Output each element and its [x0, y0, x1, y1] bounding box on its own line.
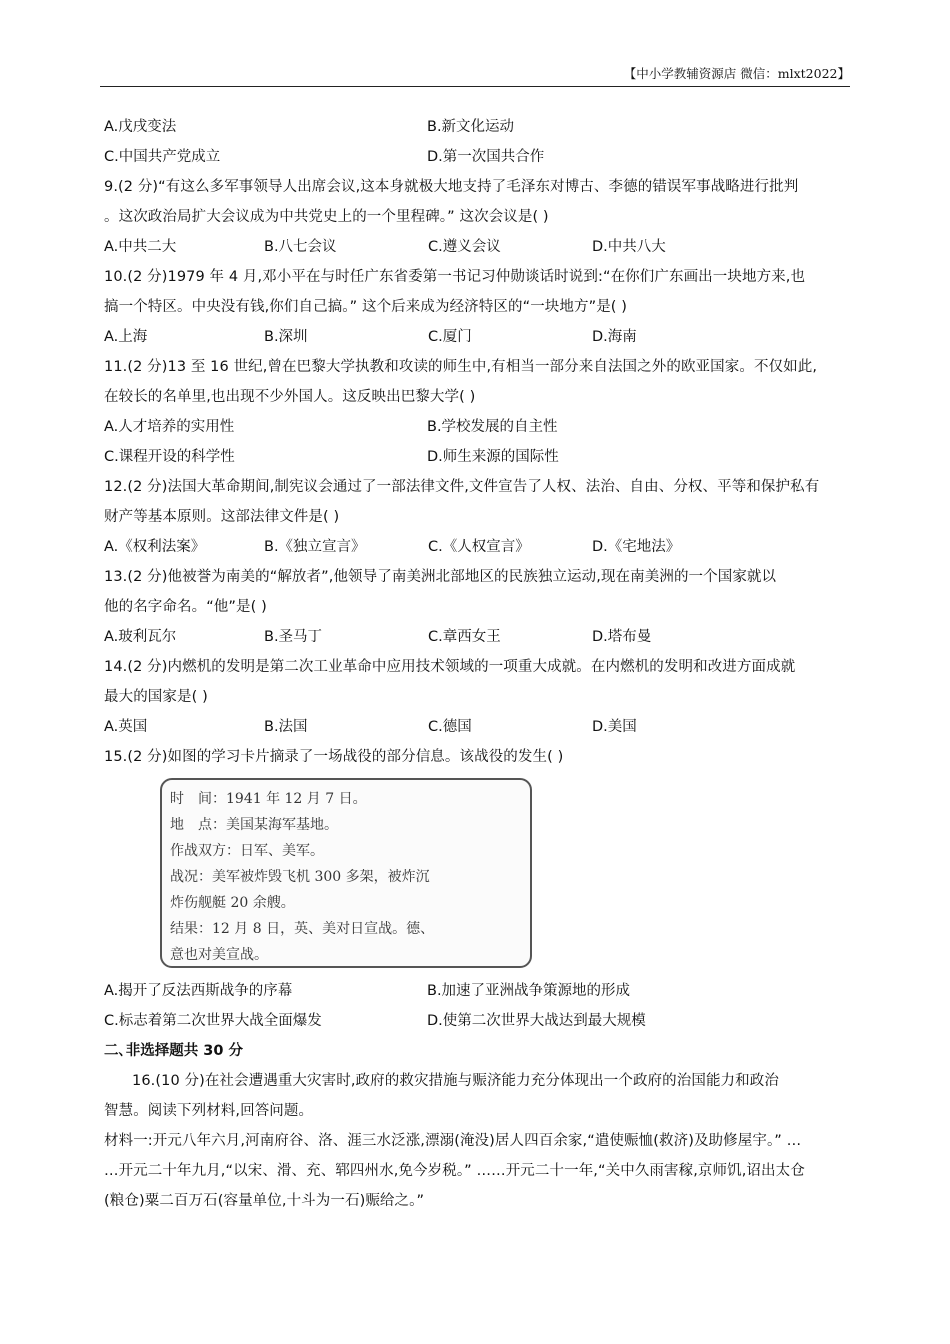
q16-material-line-2: …开元二十年九月,“以宋、滑、充、郓四州水,免今岁税。” ……开元二十一年,“关中久雨害稼,京师饥,诏出太仓: [104, 1163, 805, 1179]
exam-content: [104, 114, 852, 1218]
q11-option-a[interactable]: A.人才培养的实用性: [104, 419, 235, 435]
q14-options: [104, 714, 852, 744]
q15-option-c[interactable]: C.标志着第二次世界大战全面爆发: [104, 1013, 322, 1029]
q14-option-c[interactable]: C.德国: [428, 719, 472, 735]
q11-stem-line-1: 11.(2 分)13 至 16 世纪,曾在巴黎大学执教和攻读的师生中,有相当一部分来自法国之外的欧亚国家。不仅如此,: [104, 359, 818, 375]
q15-option-d[interactable]: D.使第二次世界大战达到最大规模: [427, 1013, 646, 1029]
q16-material-line-3: (粮仓)粟二百万石(容量单位,十斗为一石)赈给之。”: [104, 1193, 425, 1209]
q14-stem-line-2: 最大的国家是( ): [104, 689, 208, 705]
page-header: 【中小学教辅资源店 微信：mlxt2022】: [100, 66, 850, 87]
q14-option-a[interactable]: A.英国: [104, 719, 148, 735]
q12-option-a[interactable]: A.《权利法案》: [104, 539, 206, 555]
q10-option-c[interactable]: C.厦门: [428, 329, 472, 345]
q8-option-a[interactable]: A.戊戌变法: [104, 119, 177, 135]
q11-option-b[interactable]: B.学校发展的自主性: [427, 419, 558, 435]
q11-stem-line-2: 在较长的名单里,也出现不少外国人。这反映出巴黎大学( ): [104, 389, 476, 405]
card-line-battle-1: 战况：美军被炸毁飞机 300 多架，被炸沉: [170, 869, 430, 885]
q12-stem-line-2: 财产等基本原则。这部法律文件是( ): [104, 509, 340, 525]
q12-stem-line-1: 12.(2 分)法国大革命期间,制宪议会通过了一部法律文件,文件宣告了人权、法治、自由、分权、平等和保护私有: [104, 479, 820, 495]
q12-option-d[interactable]: D.《宅地法》: [592, 539, 681, 555]
q8-option-b[interactable]: B.新文化运动: [427, 119, 515, 135]
q15-stem: 15.(2 分)如图的学习卡片摘录了一场战役的部分信息。该战役的发生( ): [104, 749, 564, 765]
q9-option-a[interactable]: A.中共二大: [104, 239, 177, 255]
q16-material-line-1: 材料一:开元八年六月,河南府谷、洛、涯三水泛涨,漂溺(淹没)居人四百余家,“遣使赈恤(救济)及助修屋宇。” …: [104, 1133, 802, 1149]
card-line-result-1: 结果：12 月 8 日，英、美对日宣战。德、: [170, 921, 435, 937]
card-line-battle-2: 炸伤舰艇 20 余艘。: [170, 895, 295, 911]
card-line-sides: 作战双方：日军、美军。: [170, 843, 324, 859]
q12-options: [104, 534, 852, 564]
q13-option-b[interactable]: B.圣马丁: [264, 629, 323, 645]
q8-option-d[interactable]: D.第一次国共合作: [427, 149, 545, 165]
q9-stem-line-2: 。这次政治局扩大会议成为中共党史上的一个里程碑。” 这次会议是( ): [104, 209, 549, 225]
q10-stem-line-1: 10.(2 分)1979 年 4 月,邓小平在与时任广东省委第一书记习仲勋谈话时说到:“在你们广东画出一块地方来,也: [104, 269, 806, 285]
q15-options-row-1: [104, 978, 852, 1008]
section-heading: 二､非选择题共 30 分: [104, 1043, 244, 1059]
q9-stem-line-1: 9.(2 分)“有这么多军事领导人出席会议,这本身就极大地支持了毛泽东对博古、李德的错误军事战略进行批判: [104, 179, 799, 195]
q14-option-d[interactable]: D.美国: [592, 719, 637, 735]
q11-option-c[interactable]: C.课程开设的科学性: [104, 449, 235, 465]
q16-stem-line-1: 16.(10 分)在社会遭遇重大灾害时,政府的救灾措施与赈济能力充分体现出一个政府的治国能力和政治: [132, 1073, 779, 1089]
study-card-image: [160, 778, 532, 968]
q8-options-row-1: [104, 114, 852, 144]
card-line-result-2: 意也对美宣战。: [170, 947, 268, 963]
q14-stem-line-1: 14.(2 分)内燃机的发明是第二次工业革命中应用技术领域的一项重大成就。在内燃机的发明和改进方面成就: [104, 659, 796, 675]
q10-option-d[interactable]: D.海南: [592, 329, 637, 345]
q11-options-row-1: [104, 414, 852, 444]
q10-options: [104, 324, 852, 354]
q13-option-c[interactable]: C.章西女王: [428, 629, 501, 645]
card-line-place: 地 点：美国某海军基地。: [170, 817, 338, 833]
q14-option-b[interactable]: B.法国: [264, 719, 308, 735]
q9-option-c[interactable]: C.遵义会议: [428, 239, 501, 255]
q11-options-row-2: [104, 444, 852, 474]
q11-option-d[interactable]: D.师生来源的国际性: [427, 449, 559, 465]
q9-option-b[interactable]: B.八七会议: [264, 239, 337, 255]
q8-option-c[interactable]: C.中国共产党成立: [104, 149, 221, 165]
q10-option-a[interactable]: A.上海: [104, 329, 148, 345]
q12-option-b[interactable]: B.《独立宣言》: [264, 539, 366, 555]
q15-option-a[interactable]: A.揭开了反法西斯战争的序幕: [104, 983, 293, 999]
q16-stem-line-2: 智慧。阅读下列材料,回答问题。: [104, 1103, 314, 1119]
q13-option-a[interactable]: A.玻利瓦尔: [104, 629, 177, 645]
card-line-time: 时 间：1941 年 12 月 7 日。: [170, 791, 367, 807]
q10-option-b[interactable]: B.深圳: [264, 329, 308, 345]
q9-options: [104, 234, 852, 264]
q13-option-d[interactable]: D.塔布曼: [592, 629, 652, 645]
q13-options: [104, 624, 852, 654]
q12-option-c[interactable]: C.《人权宣言》: [428, 539, 530, 555]
q9-option-d[interactable]: D.中共八大: [592, 239, 666, 255]
q13-stem-line-2: 他的名字命名。“他”是( ): [104, 599, 267, 615]
q8-options-row-2: [104, 144, 852, 174]
q15-options-row-2: [104, 1008, 852, 1038]
q10-stem-line-2: 搞一个特区。中央没有钱,你们自己搞。” 这个后来成为经济特区的“一块地方”是( ): [104, 299, 628, 315]
q15-option-b[interactable]: B.加速了亚洲战争策源地的形成: [427, 983, 631, 999]
q13-stem-line-1: 13.(2 分)他被誉为南美的“解放者”,他领导了南美洲北部地区的民族独立运动,现在南美洲的一个国家就以: [104, 569, 777, 585]
